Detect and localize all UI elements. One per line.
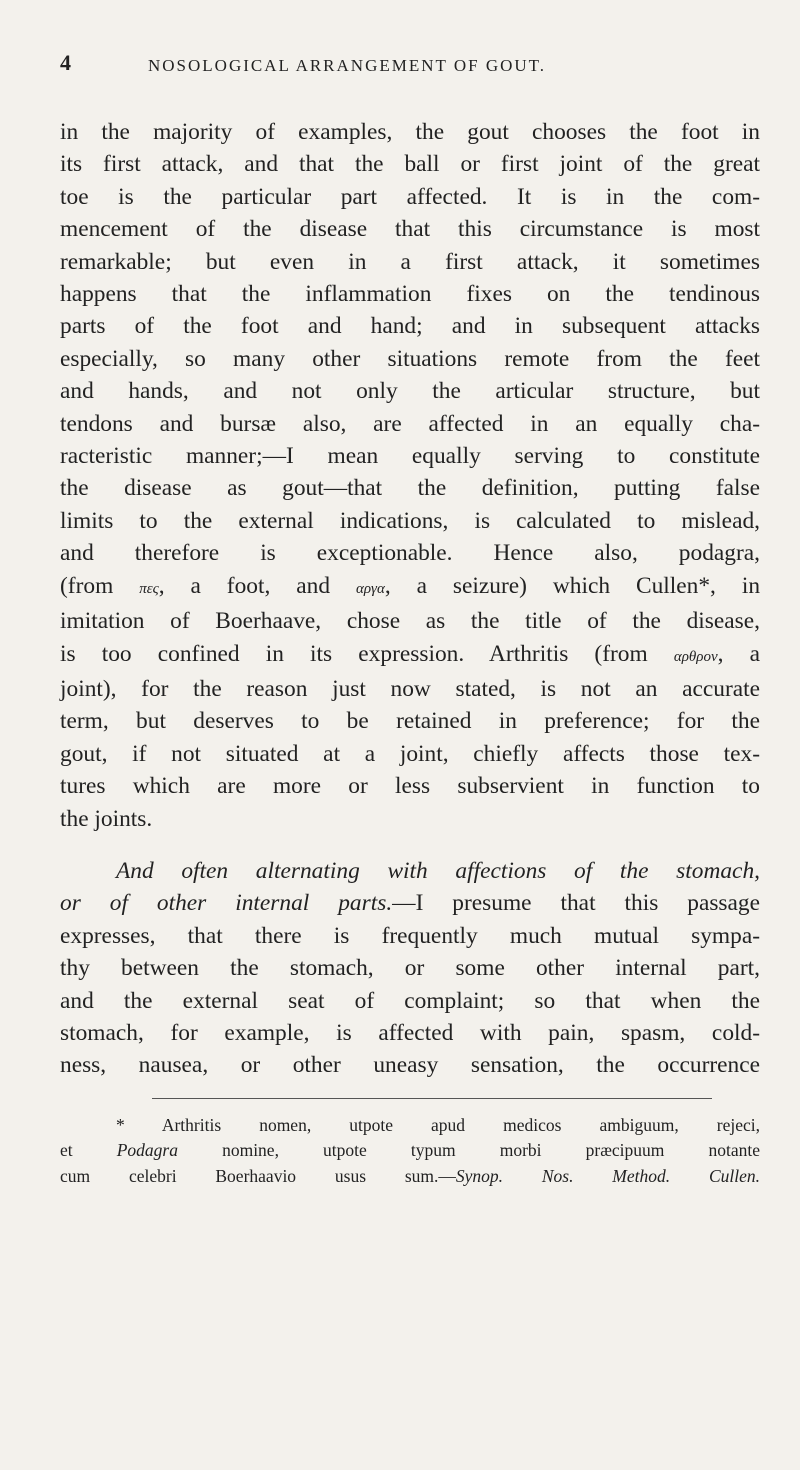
text-line: thy between the stomach, or some other internal part, [60, 955, 760, 982]
text-run: —I presume that this passage [392, 890, 760, 917]
book-page [60, 50, 760, 1189]
text-line: stomach, for example, is affected with pain, spasm, cold- [60, 1019, 760, 1046]
running-title: NOSOLOGICAL ARRANGEMENT OF GOUT. [148, 56, 547, 75]
footnote [60, 1113, 760, 1190]
text-line [60, 570, 760, 605]
text-line: tendons and bursæ also, are affected in an equally cha- [60, 410, 760, 437]
text-line: the joints. [60, 805, 153, 832]
text-run: et [60, 1140, 117, 1161]
text-line: mencement of the disease that this circumstance is most [60, 216, 760, 243]
text-line: its first attack, and that the ball or first joint of the great [60, 151, 760, 178]
footnote-line [60, 1138, 760, 1164]
text-run: nomine, utpote typum morbi præcipuum notante [177, 1140, 760, 1161]
italic-run: Podagra [116, 1140, 178, 1161]
text-run: , a [717, 640, 761, 667]
text-line [60, 887, 760, 919]
text-line: happens that the inflammation fixes on the tendinous [60, 281, 760, 308]
text-line: in the majority of examples, the gout chooses the foot in [60, 119, 760, 145]
paragraph-2 [60, 855, 760, 1082]
text-line: and hands, and not only the articular structure, but [60, 378, 760, 405]
text-line: ness, nausea, or other uneasy sensation, the occurrence [60, 1052, 760, 1079]
text-line: joint), for the reason just now stated, is not an accurate [60, 675, 760, 702]
text-line: tures which are more or less subservient in function to [60, 773, 760, 800]
text-line: parts of the foot and hand; and in subsequent attacks [60, 313, 760, 340]
footnote-rule [152, 1098, 712, 1099]
greek-word: πες [139, 580, 159, 597]
text-run: , a foot, and [158, 572, 356, 599]
text-run: cum celebri Boerhaavio usus sum.— [60, 1165, 456, 1186]
text-line: toe is the particular part affected. It is in the com- [60, 183, 760, 210]
text-line: term, but deserves to be retained in preference; for the [60, 708, 760, 735]
text-line: limits to the external indications, is calculated to mislead, [60, 507, 760, 534]
body-text [60, 116, 760, 1082]
greek-word: αρθρον [673, 648, 718, 665]
text-line: and the external seat of complaint; so that when the [60, 987, 760, 1014]
text-line: and therefore is exceptionable. Hence also, podagra, [60, 540, 760, 567]
running-head [60, 50, 760, 90]
text-line: expresses, that there is frequently much mutual sympa- [60, 922, 760, 949]
footnote-line: * Arthritis nomen, utpote apud medicos ambiguum, rejeci, [116, 1114, 760, 1135]
footnote-line [60, 1164, 760, 1190]
text-run: (from [60, 572, 140, 599]
italic-run: or of other internal parts. [60, 890, 393, 917]
paragraph-1 [60, 116, 760, 835]
text-line [60, 638, 760, 673]
page-number: 4 [60, 50, 71, 75]
text-run: is too confined in its expression. Arthritis (from [60, 640, 674, 667]
text-line: the disease as gout—that the definition, putting false [60, 475, 760, 502]
greek-word: αργα [355, 580, 385, 597]
text-line: especially, so many other situations remote from the feet [60, 345, 760, 372]
text-line: imitation of Boerhaave, chose as the title of the disease, [60, 608, 760, 635]
italic-run: Synop. Nos. Method. Cullen. [455, 1165, 760, 1186]
text-line: gout, if not situated at a joint, chiefly affects those tex- [60, 740, 760, 767]
text-run: , a seizure) which Cullen*, in [384, 572, 761, 599]
text-line: racteristic manner;—I mean equally serving to constitute [60, 443, 760, 470]
text-line: remarkable; but even in a first attack, it sometimes [60, 248, 760, 275]
text-line: And often alternating with affections of the stomach, [116, 857, 760, 884]
